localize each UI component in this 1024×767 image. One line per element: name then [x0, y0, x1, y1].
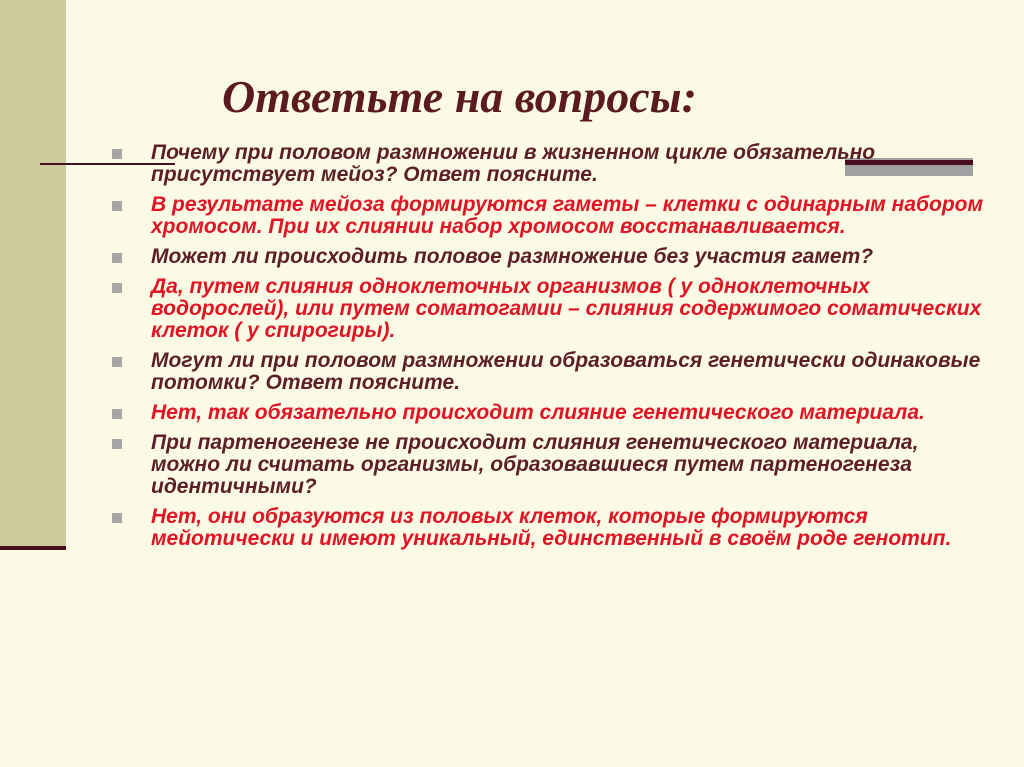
- square-bullet-icon: [112, 149, 122, 159]
- square-bullet-icon: [112, 409, 122, 419]
- slide-title: Ответьте на вопросы:: [222, 71, 697, 122]
- square-bullet-icon: [112, 513, 122, 523]
- square-bullet-icon: [112, 439, 122, 449]
- answer-item: [112, 276, 992, 342]
- answer-item: [112, 506, 992, 550]
- square-bullet-icon: [112, 253, 122, 263]
- question-item: [112, 142, 992, 186]
- question-text: Могут ли при половом размножении образоваться генетически одинаковые потомки? Ответ поясните.: [151, 349, 981, 394]
- square-bullet-icon: [112, 201, 122, 211]
- left-decorative-band: [0, 0, 66, 548]
- square-bullet-icon: [112, 283, 122, 293]
- answer-text: В результате мейоза формируются гаметы – клетки с одинарным набором хромосом. При их слиянии набор хромосом восстанавливается.: [151, 193, 984, 238]
- question-text: При партеногенезе не происходит слияния генетического материала, можно ли считать организмы, образовавшиеся путем партеногенеза идентичными?: [151, 431, 919, 498]
- answer-text: Да, путем слияния одноклеточных организмов ( у одноклеточных водорослей), или путем соматогамии – слияния содержимого соматических клеток ( у спирогиры).: [151, 275, 982, 342]
- answer-item: [112, 194, 992, 238]
- qa-list: [112, 142, 992, 558]
- question-text: Почему при половом размножении в жизненном цикле обязательно присутствует мейоз? Ответ поясните.: [151, 141, 876, 186]
- question-item: [112, 350, 992, 394]
- square-bullet-icon: [112, 357, 122, 367]
- question-text: Может ли происходить половое размножение без участия гамет?: [151, 245, 874, 268]
- answer-text: Нет, они образуются из половых клеток, которые формируются мейотически и имеют уникальный, единственный в своём роде генотип.: [151, 505, 952, 550]
- left-divider-line: [0, 546, 66, 550]
- answer-item: [112, 402, 992, 424]
- answer-text: Нет, так обязательно происходит слияние генетического материала.: [151, 401, 925, 424]
- question-item: [112, 246, 992, 268]
- question-item: [112, 432, 992, 498]
